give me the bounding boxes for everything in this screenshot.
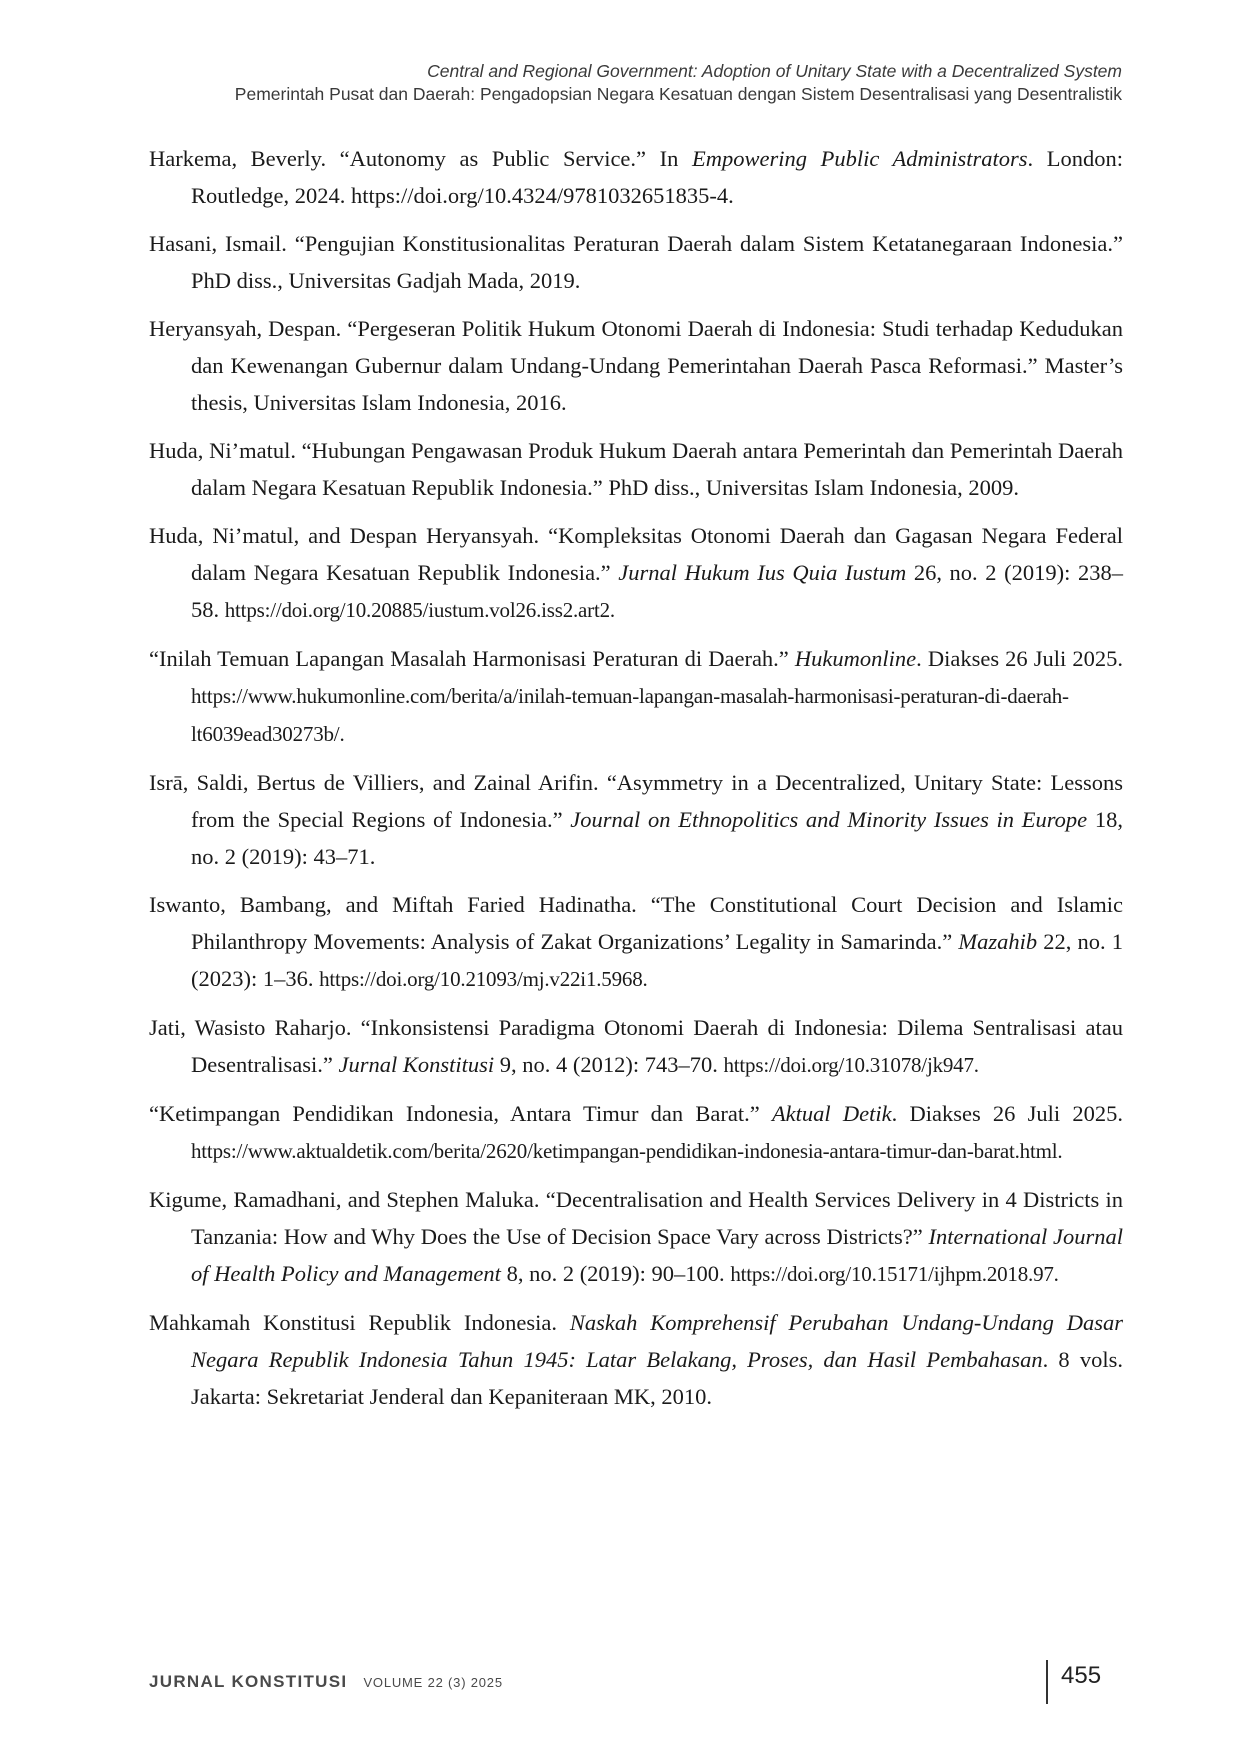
reference-url: https://www.aktualdetik.com/berita/2620/ketimpangan-pendidikan-indonesia-antara-timur-dan-barat.html.: [191, 1139, 1063, 1163]
reference-list: [149, 140, 1123, 1426]
reference-text: “Ketimpangan Pendidikan Indonesia, Antara Timur dan Barat.”: [149, 1101, 772, 1126]
reference-text: 22, no. 1 (2023): 1–36.: [191, 929, 1123, 991]
reference-text: Hasani, Ismail. “Pengujian Konstitusionalitas Peraturan Daerah dalam Sistem Ketatanegaraan Indonesia.” PhD diss., Universitas Gadjah Mada, 2019.: [149, 231, 1123, 293]
reference-entry: [149, 1181, 1123, 1293]
reference-title-italic: Jurnal Hukum Ius Quia Iustum: [618, 560, 907, 585]
reference-text: Mahkamah Konstitusi Republik Indonesia.: [149, 1310, 570, 1335]
reference-title-italic: Mazahib: [958, 929, 1038, 954]
reference-text: Iswanto, Bambang, and Miftah Faried Hadinatha. “The Constitutional Court Decision and Islamic Philanthropy Movements: Analysis of Zakat Organizations’ Legality in Samarinda.”: [149, 892, 1123, 954]
reference-text: . Diakses 26 Juli 2025.: [891, 1101, 1124, 1126]
reference-entry: [149, 886, 1123, 998]
reference-text: 8, no. 2 (2019): 90–100.: [500, 1261, 731, 1286]
reference-text: 18, no. 2 (2019): 43–71.: [191, 807, 1123, 869]
reference-text: Jati, Wasisto Raharjo. “Inkonsistensi Paradigma Otonomi Daerah di Indonesia: Dilema Sentralisasi atau Desentralisasi.”: [149, 1015, 1123, 1077]
page-number: 455: [1061, 1662, 1102, 1689]
reference-url: https://doi.org/10.20885/iustum.vol26.iss2.art2.: [224, 598, 615, 622]
reference-text: 26, no. 2 (2019): 238–58.: [191, 560, 1123, 622]
reference-entry: [149, 432, 1123, 506]
journal-label: [149, 1672, 503, 1692]
page-footer: [149, 1660, 1123, 1710]
reference-text: Heryansyah, Despan. “Pergeseran Politik Hukum Otonomi Daerah di Indonesia: Studi terhadap Kedudukan dan Kewenangan Gubernur dalam Undang-Undang Pemerintahan Daerah Pasca Reformasi.” Master’s thesis, Universitas Islam Indonesia, 2016.: [149, 316, 1123, 415]
reference-text: “Inilah Temuan Lapangan Masalah Harmonisasi Peraturan di Daerah.”: [149, 646, 795, 671]
reference-url: https://doi.org/10.31078/jk947.: [723, 1053, 979, 1077]
reference-title-italic: Aktual Detik: [771, 1101, 892, 1126]
reference-text: Huda, Ni’matul, and Despan Heryansyah. “Kompleksitas Otonomi Daerah dan Gagasan Negara Federal dalam Negara Kesatuan Republik Indonesia.”: [149, 523, 1123, 585]
reference-entry: [149, 1095, 1123, 1170]
reference-text: . London: Routledge, 2024. https://doi.org/10.4324/9781032651835-4.: [191, 146, 1124, 208]
reference-text: 9, no. 4 (2012): 743–70.: [494, 1052, 724, 1077]
reference-entry: [149, 517, 1123, 629]
reference-title-italic: Naskah Komprehensif Perubahan Undang-Undang Dasar Negara Republik Indonesia Tahun 1945: Latar Belakang, Proses, dan Hasil Pembahasan: [191, 1310, 1123, 1372]
reference-title-italic: Jurnal Konstitusi: [338, 1052, 495, 1077]
reference-entry: [149, 140, 1123, 214]
reference-text: Isrā, Saldi, Bertus de Villiers, and Zainal Arifin. “Asymmetry in a Decentralized, Unitary State: Lessons from the Special Regions of Indonesia.”: [149, 770, 1123, 832]
running-head-english: Central and Regional Government: Adoption of Unitary State with a Decentralized System: [427, 61, 1122, 81]
reference-title-italic: Empowering Public Administrators: [691, 146, 1028, 171]
reference-title-italic: Journal on Ethnopolitics and Minority Issues in Europe: [570, 807, 1088, 832]
reference-title-italic: Hukumonline: [794, 646, 917, 671]
reference-url: https://www.hukumonline.com/berita/a/inilah-temuan-lapangan-masalah-harmonisasi-peraturan-di-daerah-lt6039ead30273b/.: [191, 684, 1069, 746]
reference-text: . 8 vols. Jakarta: Sekretariat Jenderal dan Kepaniteraan MK, 2010.: [191, 1347, 1123, 1409]
footer-divider: [1046, 1660, 1048, 1704]
journal-volume: VOLUME 22 (3) 2025: [363, 1675, 503, 1690]
reference-entry: [149, 764, 1123, 875]
reference-text: Kigume, Ramadhani, and Stephen Maluka. “Decentralisation and Health Services Delivery in 4 Districts in Tanzania: How and Why Does the Use of Decision Space Vary across Districts?”: [149, 1187, 1123, 1249]
journal-name: JURNAL KONSTITUSI: [149, 1672, 348, 1691]
running-head-indonesian: Pemerintah Pusat dan Daerah: Pengadopsian Negara Kesatuan dengan Sistem Desentralisasi yang Desentralistik: [234, 84, 1122, 104]
reference-entry: [149, 1009, 1123, 1084]
reference-entry: [149, 640, 1123, 753]
running-head: [122, 60, 1122, 106]
reference-entry: [149, 310, 1123, 421]
reference-entry: [149, 1304, 1123, 1415]
reference-text: . Diakses 26 Juli 2025.: [916, 646, 1123, 671]
reference-text: Huda, Ni’matul. “Hubungan Pengawasan Produk Hukum Daerah antara Pemerintah dan Pemerintah Daerah dalam Negara Kesatuan Republik Indonesia.” PhD diss., Universitas Islam Indonesia, 2009.: [149, 438, 1123, 500]
reference-text: Harkema, Beverly. “Autonomy as Public Service.” In: [149, 146, 692, 171]
reference-url: https://doi.org/10.15171/ijhpm.2018.97.: [730, 1262, 1059, 1286]
reference-title-italic: International Journal of Health Policy and Management: [191, 1224, 1123, 1286]
reference-entry: [149, 225, 1123, 299]
reference-url: https://doi.org/10.21093/mj.v22i1.5968.: [319, 967, 648, 991]
